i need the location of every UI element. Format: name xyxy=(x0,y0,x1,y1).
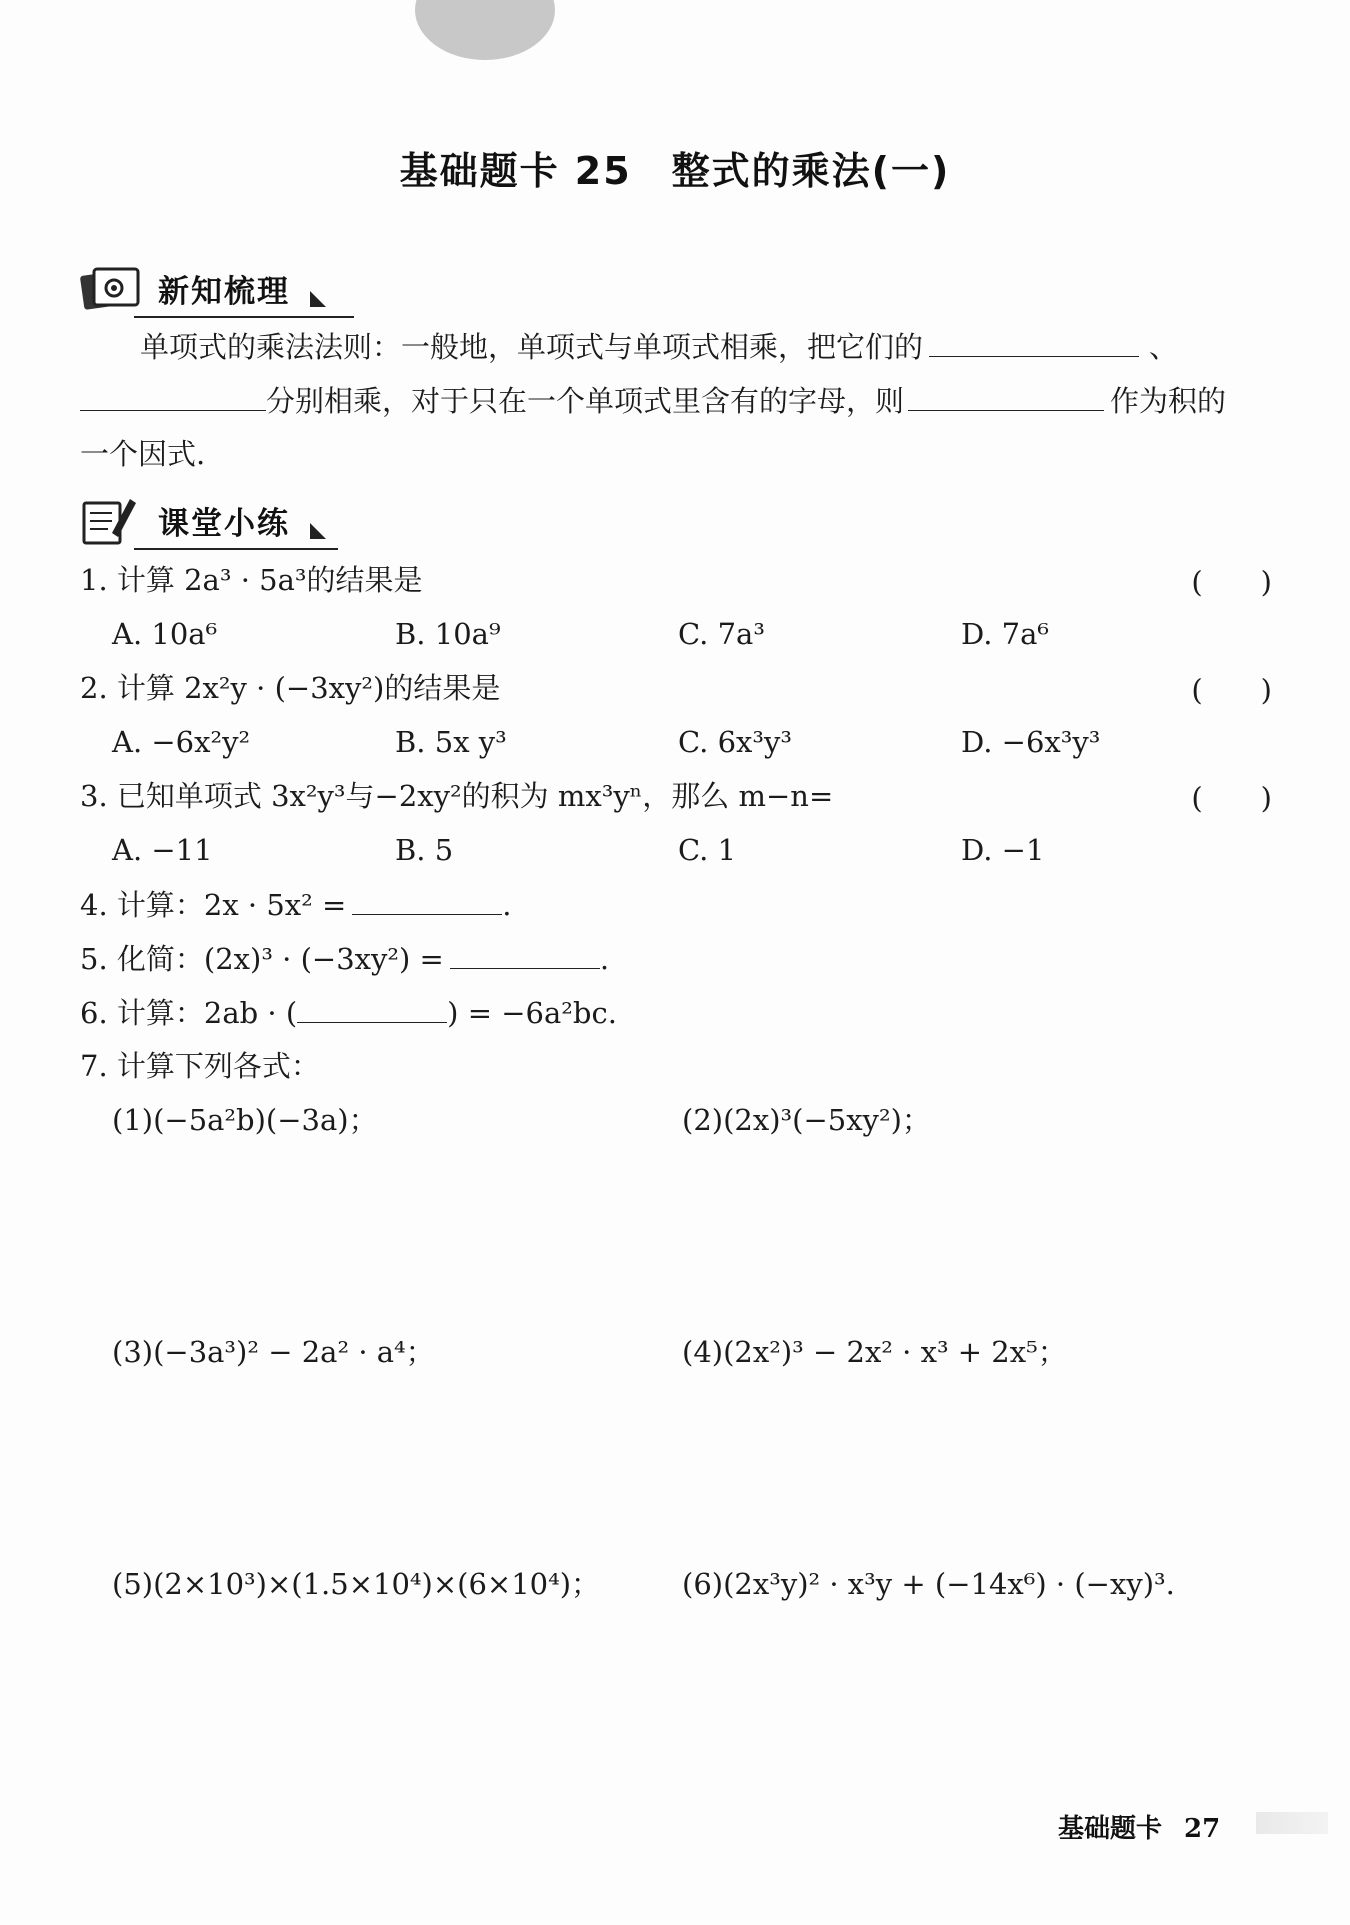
rule-line-1 xyxy=(140,326,1178,367)
section-label: 课堂小练 xyxy=(158,505,290,542)
section-underline xyxy=(134,316,354,318)
question-3-answer-paren[interactable]: ( ) xyxy=(1191,781,1272,815)
question-7-part-4: (4)(2x²)³ − 2x² · x³ + 2x⁵； xyxy=(682,1335,1067,1369)
answer-blank[interactable] xyxy=(929,326,1139,357)
option-d[interactable]: D. −1 xyxy=(961,833,1045,867)
rule-text-1: 单项式的乘法法则：一般地，单项式与单项式相乘，把它们的 xyxy=(140,330,924,364)
camera-book-icon xyxy=(78,261,144,315)
section-label: 新知梳理 xyxy=(158,273,290,310)
question-2-stem: 2. 计算 2x²y · (−3xy²)的结果是 xyxy=(80,671,501,705)
option-d[interactable]: D. 7a⁶ xyxy=(961,617,1050,651)
answer-blank[interactable] xyxy=(450,938,600,969)
notebook-pen-icon xyxy=(78,493,144,547)
question-7-part-1: (1)(−5a²b)(−3a)； xyxy=(112,1103,378,1137)
option-c[interactable]: C. 6x³y³ xyxy=(678,725,793,759)
question-7-part-6: (6)(2x³y)² · x³y + (−14x⁶) · (−xy)³. xyxy=(682,1567,1175,1601)
question-4-stem: 4. 计算：2x · 5x² = xyxy=(80,888,347,922)
page-title: 基础题卡 25 整式的乘法(一) xyxy=(399,149,951,193)
rule-line-3: 一个因式. xyxy=(80,437,206,471)
corner-triangle-icon xyxy=(310,523,326,539)
option-b[interactable]: B. 10a⁹ xyxy=(395,617,501,651)
question-7-stem: 7. 计算下列各式： xyxy=(80,1049,320,1083)
section-underline xyxy=(134,548,338,550)
page-number: 27 xyxy=(1184,1814,1221,1844)
option-b[interactable]: B. 5 xyxy=(395,833,454,867)
rule-separator: 、 xyxy=(1149,330,1179,364)
footer-label: 基础题卡 xyxy=(1058,1814,1163,1844)
section-new-knowledge-header xyxy=(78,258,348,318)
option-c[interactable]: C. 1 xyxy=(678,833,737,867)
answer-blank[interactable] xyxy=(297,992,447,1023)
page-footer xyxy=(1058,1808,1220,1845)
answer-blank[interactable] xyxy=(80,380,266,411)
question-6-stem: 6. 计算：2ab · ( xyxy=(80,996,298,1030)
question-7-part-5: (5)(2×10³)×(1.5×10⁴)×(6×10⁴)； xyxy=(112,1567,601,1601)
question-2-answer-paren[interactable]: ( ) xyxy=(1191,673,1272,707)
option-a[interactable]: A. −11 xyxy=(112,833,213,867)
option-a[interactable]: A. 10a⁶ xyxy=(112,617,218,651)
page-tab-decoration xyxy=(415,0,555,60)
question-7-part-2: (2)(2x)³(−5xy²)； xyxy=(682,1103,931,1137)
question-3-stem: 3. 已知单项式 3x²y³与−2xy²的积为 mx³yⁿ，那么 m−n= xyxy=(80,779,834,813)
option-b[interactable]: B. 5x y³ xyxy=(395,725,507,759)
answer-blank[interactable] xyxy=(352,884,502,915)
question-1-answer-paren[interactable]: ( ) xyxy=(1191,565,1272,599)
option-d[interactable]: D. −6x³y³ xyxy=(961,725,1101,759)
answer-blank[interactable] xyxy=(908,380,1104,411)
question-7-part-3: (3)(−3a³)² − 2a² · a⁴； xyxy=(112,1335,435,1369)
corner-triangle-icon xyxy=(310,291,326,307)
question-6 xyxy=(80,992,617,1033)
rule-text-3: 作为积的 xyxy=(1110,384,1227,418)
question-1-stem: 1. 计算 2a³ · 5a³的结果是 xyxy=(80,563,423,597)
question-4 xyxy=(80,884,512,925)
option-a[interactable]: A. −6x²y² xyxy=(112,725,251,759)
section-practice-header xyxy=(78,490,332,550)
question-5-stem: 5. 化简：(2x)³ · (−3xy²) = xyxy=(80,942,444,976)
rule-text-2: 分别相乘，对于只在一个单项式里含有的字母，则 xyxy=(266,384,905,418)
footer-decoration xyxy=(1256,1812,1328,1834)
question-4-end: . xyxy=(502,888,512,922)
option-c[interactable]: C. 7a³ xyxy=(678,617,765,651)
question-5-end: . xyxy=(599,942,610,976)
rule-line-2 xyxy=(80,380,1226,421)
question-5 xyxy=(80,938,609,979)
question-6-end: ) = −6a²bc. xyxy=(447,996,617,1030)
